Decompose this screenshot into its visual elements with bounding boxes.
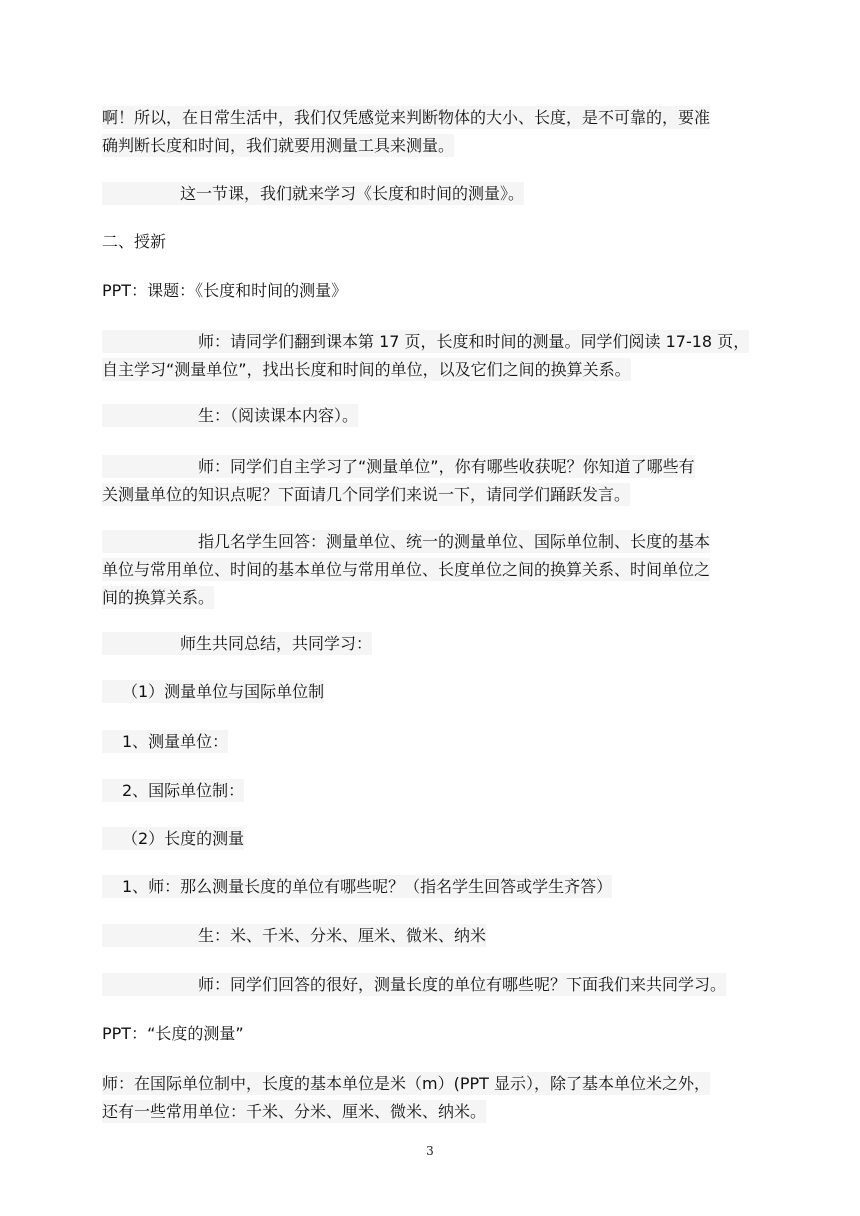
paragraph-line: （1）测量单位与国际单位制 [102,680,324,703]
paragraph [102,104,762,160]
paragraph-line: 1、测量单位： [102,730,228,753]
paragraph [102,403,762,429]
paragraph [102,328,762,384]
paragraph-line: 这一节课，我们就来学习《长度和时间的测量》。 [102,182,524,205]
paragraph [102,631,762,657]
paragraph-line: PPT：“长度的测量” [102,1024,244,1043]
paragraph-line: 师：在国际单位制中，长度的基本单位是米（m）(PPT 显示），除了基本单位米之外， [102,1074,710,1093]
paragraph-line: 2、国际单位制： [102,779,244,802]
paragraph-line: 师生共同总结，共同学习： [102,632,372,655]
paragraph [102,1021,762,1047]
paragraph [102,923,762,949]
paragraph-line: 1、师：那么测量长度的单位有哪些呢？（指名学生回答或学生齐答） [102,875,612,898]
paragraph-line: 间的换算关系。 [102,588,215,607]
paragraph-line: 啊！所以，在日常生活中，我们仅凭感觉来判断物体的大小、长度，是不可靠的，要准 [102,108,711,127]
paragraph-line: 师：同学们自主学习了“测量单位”，你有哪些收获呢？你知道了哪些有 [102,455,695,478]
paragraph-line: 生：（阅读课本内容）。 [102,404,358,427]
paragraph-line: 师：同学们回答的很好，测量长度的单位有哪些呢？下面我们来共同学习。 [102,973,726,996]
paragraph [102,1070,762,1126]
paragraph-line: 单位与常用单位、时间的基本单位与常用单位、长度单位之间的换算关系、时间单位之 [102,560,711,579]
paragraph [102,453,762,509]
paragraph [102,729,762,755]
paragraph-line: 还有一些常用单位：千米、分米、厘米、微米、纳米。 [102,1102,487,1121]
paragraph-line: PPT：课题：《长度和时间的测量》 [102,281,348,300]
paragraph [102,826,762,852]
paragraph [102,972,762,998]
paragraph [102,181,762,207]
paragraph-line: 关测量单位的知识点呢？下面请几个同学们来说一下，请同学们踊跃发言。 [102,485,631,504]
paragraph-line: 确判断长度和时间，我们就要用测量工具来测量。 [102,136,455,155]
paragraph-line: 生：米、千米、分米、厘米、微米、纳米 [102,924,486,947]
section-heading [102,229,762,255]
paragraph [102,278,762,304]
paragraph-line: 二、授新 [102,232,167,251]
paragraph-line: （2）长度的测量 [102,827,244,850]
paragraph [102,778,762,804]
paragraph [102,874,762,900]
page-number: 3 [426,1144,434,1158]
paragraph-line: 师：请同学们翻到课本第 17 页，长度和时间的测量。同学们阅读 17-18 页， [102,330,749,353]
paragraph-line: 指几名学生回答：测量单位、统一的测量单位、国际单位制、长度的基本 [102,530,710,553]
paragraph-line: 自主学习“测量单位”，找出长度和时间的单位，以及它们之间的换算关系。 [102,360,631,379]
paragraph [102,528,762,612]
paragraph [102,679,762,705]
